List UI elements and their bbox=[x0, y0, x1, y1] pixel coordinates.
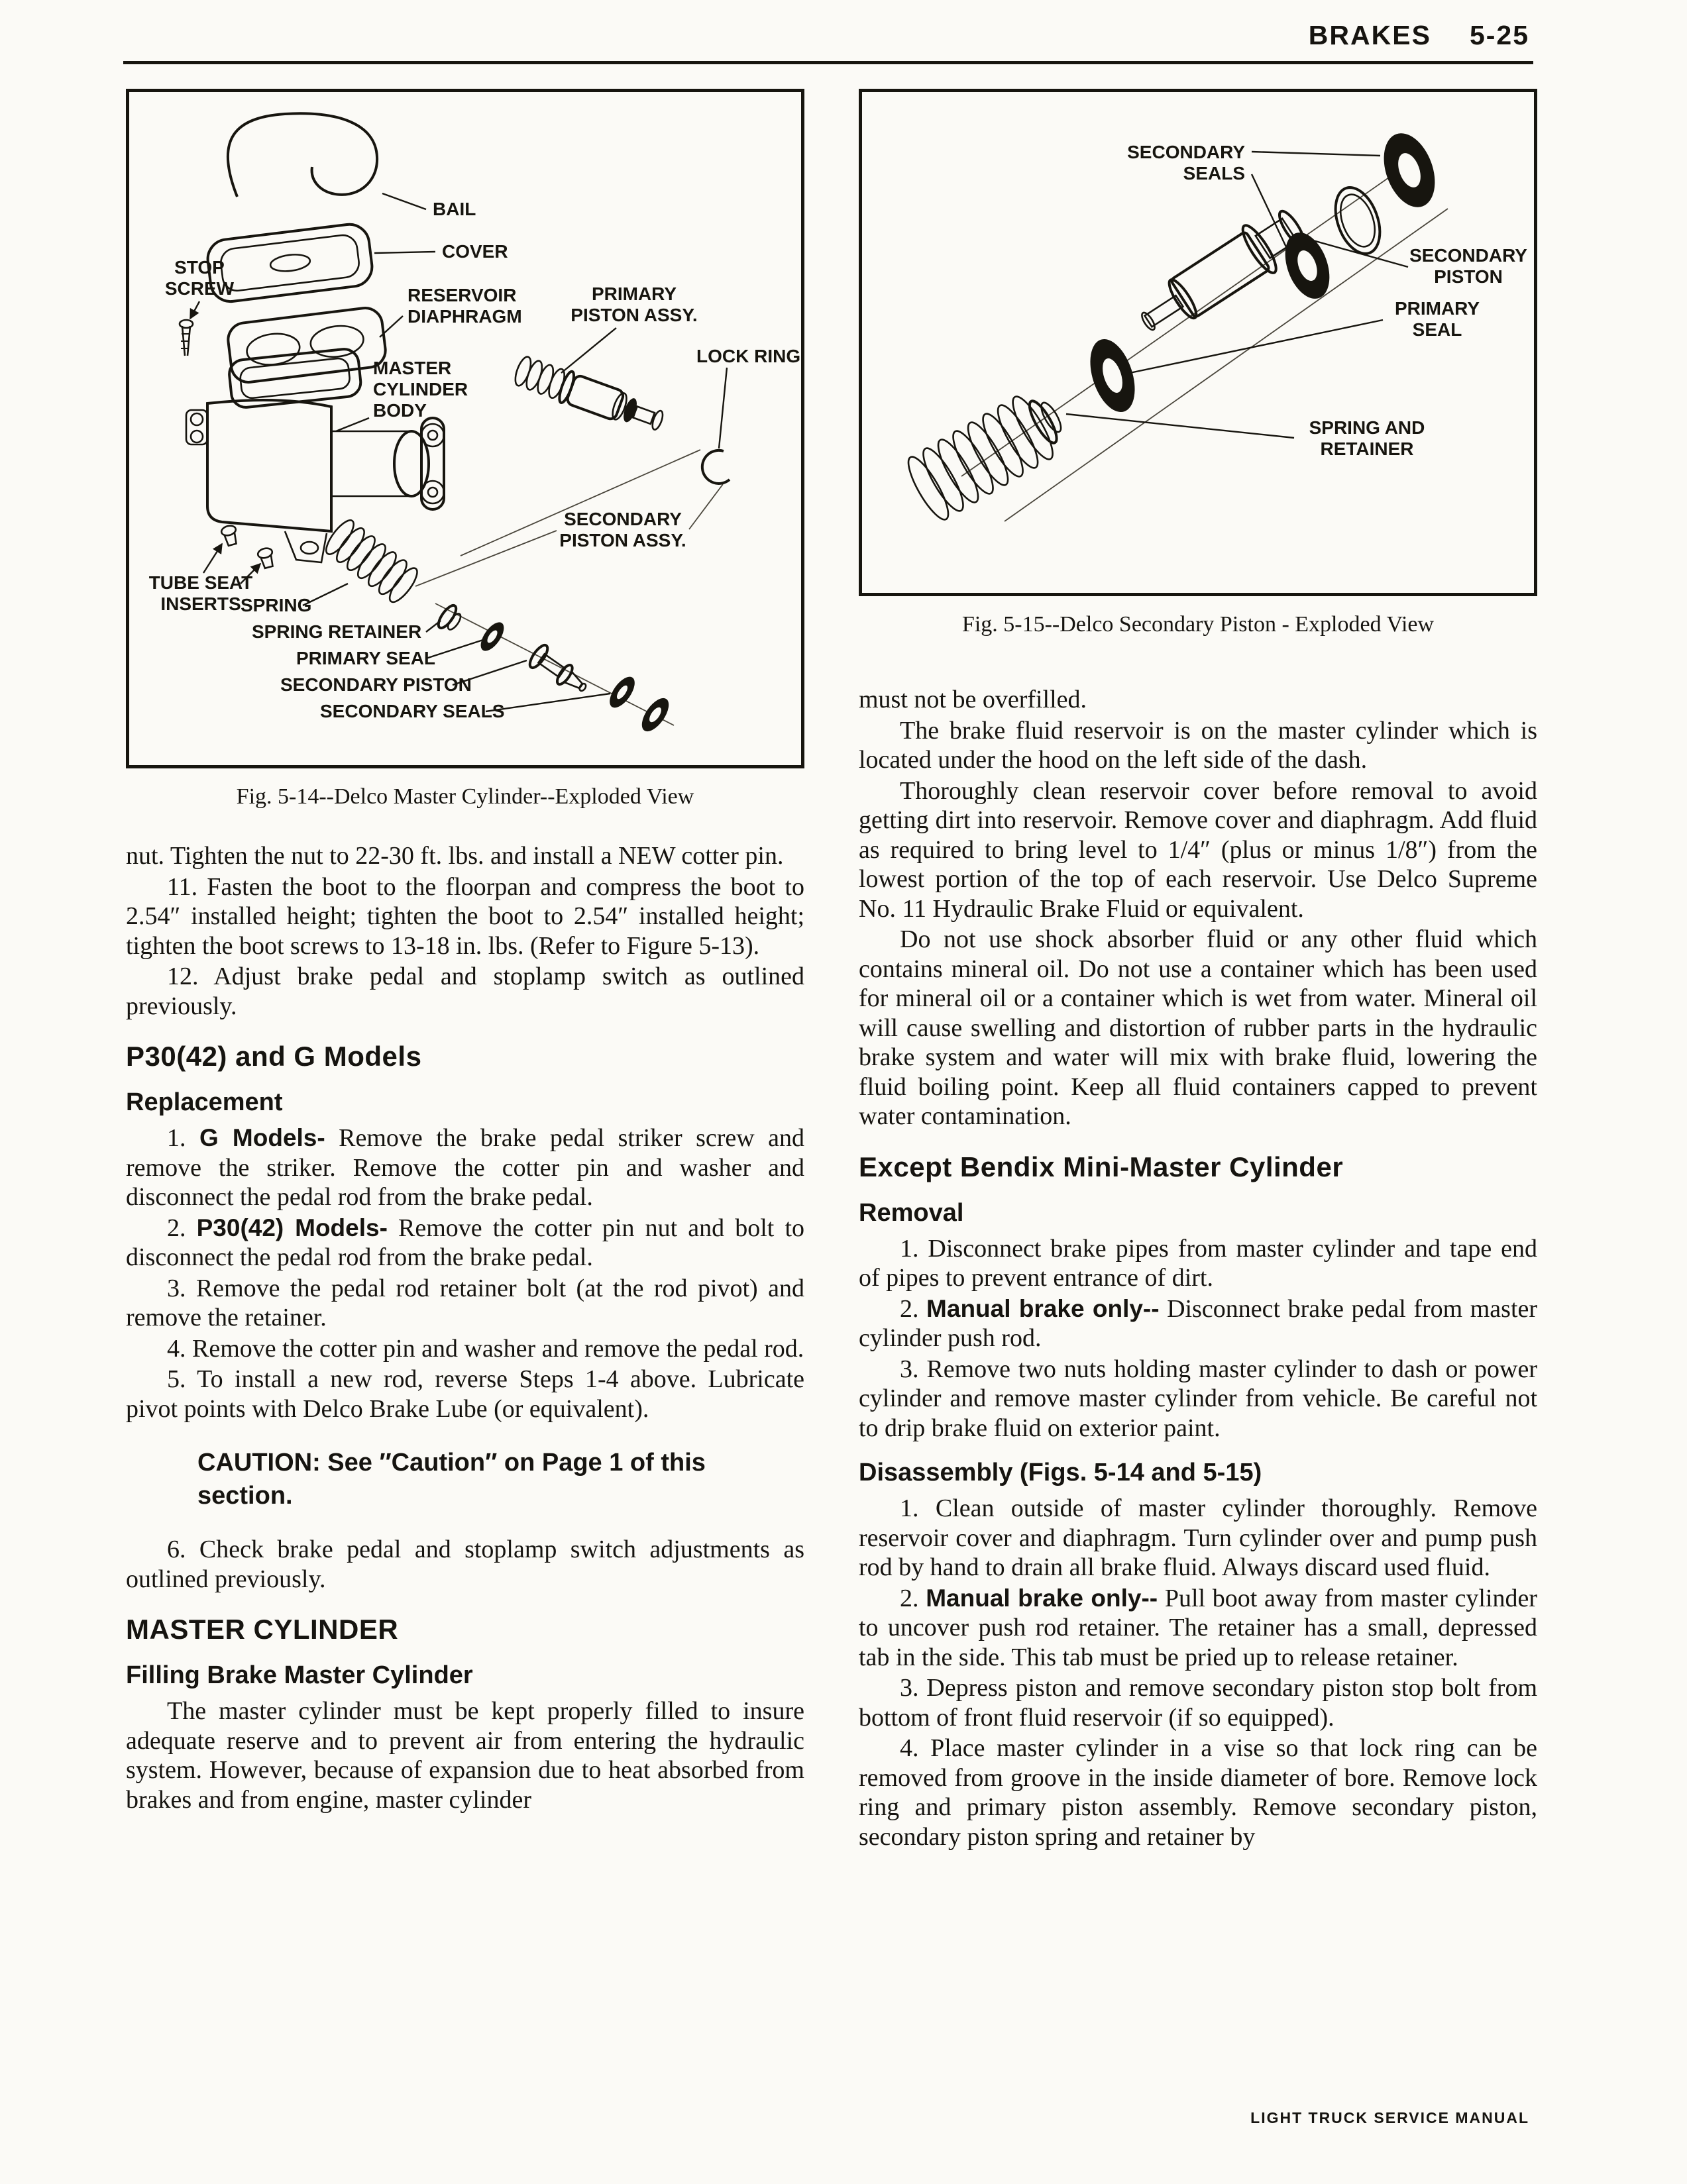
step-number: 2. bbox=[167, 1214, 197, 1242]
label-cover: COVER bbox=[442, 241, 508, 262]
label-secondary-seals: SECONDARY SEALS bbox=[320, 701, 505, 721]
heading-filling: Filling Brake Master Cylinder bbox=[126, 1661, 473, 1689]
leader-arrow bbox=[203, 544, 222, 573]
header-rule bbox=[123, 61, 1533, 64]
step-lead: Manual brake only-- bbox=[926, 1294, 1160, 1322]
step: 3. Remove the pedal rod retainer bolt (at the rod pivot) and remove the retainer. bbox=[126, 1274, 804, 1331]
paragraph: 12. Adjust brake pedal and stoplamp switch as outlined previously. bbox=[126, 962, 804, 1020]
paragraph: nut. Tighten the nut to 22-30 ft. lbs. and install a NEW cotter pin. bbox=[126, 842, 784, 870]
label-master-cylinder-body: CYLINDER bbox=[373, 379, 468, 399]
step-number: 2. bbox=[900, 1584, 926, 1612]
step-lead: G Models- bbox=[199, 1124, 325, 1151]
label-spring-retainer: SPRING RETAINER bbox=[252, 621, 422, 642]
paragraph: Do not use shock absorber fluid or any other fluid which contains mineral oil. Do not use a container which has been used for mineral oil or a container which is wet from water. Mineral oil will cause swelling and distortion of rubber parts in the hydraulic brake system and water will mix with brake fluid, lowering the fluid boiling point. Keep all fluid containers capped to prevent water contamination. bbox=[859, 925, 1537, 1130]
reservoir-diaphragm-part bbox=[226, 306, 387, 384]
paragraph: The brake fluid reservoir is on the master cylinder which is located under the hood on the left side of the dash. bbox=[859, 716, 1537, 774]
secondary-piston-exploded-diagram bbox=[862, 92, 1534, 593]
left-column-text bbox=[126, 841, 804, 1814]
secondary-seals-part bbox=[605, 672, 674, 735]
leader-line bbox=[374, 252, 435, 253]
step-lead: Manual brake only-- bbox=[926, 1584, 1158, 1612]
label-primary-seal: PRIMARY SEAL bbox=[296, 648, 436, 668]
page-number: 5-25 bbox=[1469, 20, 1529, 50]
section-title: BRAKES bbox=[1308, 20, 1431, 50]
figure-5-15 bbox=[859, 89, 1537, 637]
leader-line bbox=[561, 328, 616, 373]
left-column bbox=[126, 89, 804, 1814]
step-number: 1. bbox=[167, 1124, 199, 1152]
heading-removal: Removal bbox=[859, 1198, 964, 1227]
right-column-text bbox=[859, 685, 1537, 1851]
heading-replacement: Replacement bbox=[126, 1088, 283, 1116]
heading-master-cylinder: MASTER CYLINDER bbox=[126, 1614, 399, 1645]
page-header bbox=[1309, 20, 1529, 51]
lock-ring-part bbox=[702, 450, 730, 484]
tube-seat-inserts-part bbox=[221, 524, 276, 569]
step: 6. Check brake pedal and stoplamp switch adjustments as outlined previously. bbox=[126, 1535, 804, 1593]
step-text: Pull boot away from master cylinder to uncover push rod retainer. The retainer has a small, depressed tab in the side. This tab must be pried up to release retainer. bbox=[859, 1584, 1538, 1671]
step: 1. Clean outside of master cylinder thoroughly. Remove reservoir cover and diaphragm. Turn cylinder over and pump push rod by hand to drain all brake fluid. Always discard used fluid. bbox=[859, 1494, 1537, 1581]
step bbox=[126, 1214, 804, 1273]
label-secondary-seals: SEALS bbox=[1183, 163, 1245, 183]
label-stop-screw: SCREW bbox=[164, 278, 235, 299]
label-primary-piston-assy: PRIMARY bbox=[591, 284, 677, 304]
step-text: Remove the brake pedal striker screw and remove the striker. Remove the cotter pin and washer and disconnect the pedal rod from the brake pedal. bbox=[126, 1124, 805, 1211]
primary-piston-assembly-part bbox=[512, 354, 667, 437]
axis-line bbox=[1005, 209, 1448, 521]
primary-seal-part bbox=[1082, 334, 1143, 418]
step: 3. Depress piston and remove secondary piston stop bolt from bottom of front fluid reservoir (if so equipped). bbox=[859, 1674, 1537, 1732]
primary-seal-part bbox=[476, 619, 508, 655]
axis-line bbox=[689, 484, 723, 529]
right-column bbox=[859, 89, 1537, 1851]
label-secondary-seals: SECONDARY bbox=[1127, 142, 1245, 162]
label-spring-and-retainer: SPRING AND bbox=[1309, 417, 1425, 438]
paragraph: Thoroughly clean reservoir cover before removal to avoid getting dirt into reservoir. Remove cover and diaphragm. Add fluid as required to bring level to 1/4″ (plus or minus 1/8″) from the lowest portion of the top of each reservoir. Use Delco Supreme No. 11 Hydraulic Brake Fluid or equivalent. bbox=[859, 776, 1537, 923]
paragraph: The master cylinder must be kept properly filled to insure adequate reserve and to prevent air from entering the hydraulic system. However, because of expansion due to heat absorbed from brakes and from engine, master cylinder bbox=[126, 1697, 804, 1814]
axis-line bbox=[415, 531, 557, 586]
label-tube-seat-inserts: TUBE SEAT bbox=[148, 572, 253, 593]
heading-except-bendix: Except Bendix Mini-Master Cylinder bbox=[859, 1151, 1344, 1182]
bail-part bbox=[228, 113, 377, 197]
label-secondary-piston: SECONDARY bbox=[1409, 245, 1527, 266]
step: 4. Remove the cotter pin and washer and remove the pedal rod. bbox=[167, 1334, 804, 1363]
step: 4. Place master cylinder in a vise so that lock ring can be removed from groove in the inside diameter of bore. Remove lock ring and primary piston assembly. Remove secondary piston, secondary piston spring and retainer by bbox=[859, 1734, 1537, 1851]
label-master-cylinder-body: MASTER bbox=[373, 358, 452, 378]
leader-arrow bbox=[190, 301, 199, 319]
master-cylinder-exploded-diagram bbox=[129, 92, 801, 765]
leader-line bbox=[382, 193, 426, 209]
leader-line bbox=[1252, 152, 1380, 156]
leader-line bbox=[1066, 414, 1294, 438]
label-stop-screw: STOP bbox=[174, 257, 225, 278]
label-lock-ring: LOCK RING bbox=[696, 346, 801, 366]
label-secondary-piston: SECONDARY PISTON bbox=[280, 674, 472, 695]
figure-5-15-caption: Fig. 5-15--Delco Secondary Piston - Exploded View bbox=[961, 612, 1435, 637]
label-reservoir-diaphragm: RESERVOIR bbox=[408, 285, 517, 305]
label-spring: SPRING bbox=[241, 595, 312, 615]
leader-line bbox=[1130, 320, 1383, 373]
leader-line bbox=[336, 418, 369, 431]
figure-5-14-box bbox=[126, 89, 804, 768]
figure-5-15-box bbox=[859, 89, 1537, 596]
step: 3. Remove two nuts holding master cylinder to dash or power cylinder and remove master cylinder from vehicle. Be careful not to drip brake fluid on exterior paint. bbox=[859, 1355, 1537, 1442]
figure-5-14-caption: Fig. 5-14--Delco Master Cylinder--Exploded View bbox=[236, 784, 694, 809]
label-tube-seat-inserts: INSERTS bbox=[160, 594, 241, 614]
label-bail: BAIL bbox=[433, 199, 476, 219]
label-spring-and-retainer: RETAINER bbox=[1320, 439, 1414, 459]
label-primary-seal: PRIMARY bbox=[1394, 298, 1480, 319]
secondary-spring-part bbox=[322, 517, 422, 606]
step-text: Disconnect brake pedal from master cylinder push rod. bbox=[859, 1294, 1538, 1352]
label-secondary-piston-assy: SECONDARY bbox=[564, 509, 682, 529]
heading-disassembly: Disassembly (Figs. 5-14 and 5-15) bbox=[859, 1459, 1262, 1486]
step bbox=[859, 1294, 1537, 1353]
spring-and-retainer-part bbox=[902, 384, 1074, 525]
heading-p30-g-models: P30(42) and G Models bbox=[126, 1041, 422, 1072]
leader-line bbox=[719, 368, 727, 448]
step-number: 2. bbox=[900, 1294, 927, 1323]
step: 1. Disconnect brake pipes from master cylinder and tape end of pipes to prevent entrance of dirt. bbox=[859, 1234, 1537, 1292]
spring-retainer-part bbox=[435, 603, 465, 635]
page-footer: LIGHT TRUCK SERVICE MANUAL bbox=[1250, 2109, 1529, 2126]
stop-screw-part bbox=[180, 320, 193, 356]
secondary-piston-part bbox=[527, 643, 592, 700]
step bbox=[859, 1584, 1537, 1673]
label-secondary-piston-assy: PISTON ASSY. bbox=[559, 530, 686, 550]
paragraph: 11. Fasten the boot to the floorpan and compress the boot to 2.54″ installed height; tighten the boot to 2.54″ installed height; tighten the boot screws to 13-18 in. lbs. (Refer to Figure 5-13). bbox=[126, 872, 804, 960]
label-reservoir-diaphragm: DIAPHRAGM bbox=[408, 306, 522, 327]
label-master-cylinder-body: BODY bbox=[373, 400, 427, 421]
label-primary-seal: SEAL bbox=[1412, 319, 1462, 340]
paragraph: must not be overfilled. bbox=[859, 686, 1087, 713]
step-lead: P30(42) Models- bbox=[196, 1214, 388, 1241]
step bbox=[126, 1123, 804, 1212]
step: 5. To install a new rod, reverse Steps 1-4 above. Lubricate pivot points with Delco Brake Lube (or equivalent). bbox=[126, 1365, 804, 1423]
figure-5-14 bbox=[126, 89, 804, 809]
label-secondary-piston: PISTON bbox=[1434, 266, 1503, 287]
secondary-piston-part bbox=[1130, 201, 1313, 347]
step-text: Remove the cotter pin nut and bolt to disconnect the pedal rod from the brake pedal. bbox=[126, 1214, 805, 1271]
label-primary-piston-assy: PISTON ASSY. bbox=[571, 305, 698, 325]
caution-note: CAUTION: See ″Caution″ on Page 1 of this section. bbox=[197, 1449, 706, 1510]
